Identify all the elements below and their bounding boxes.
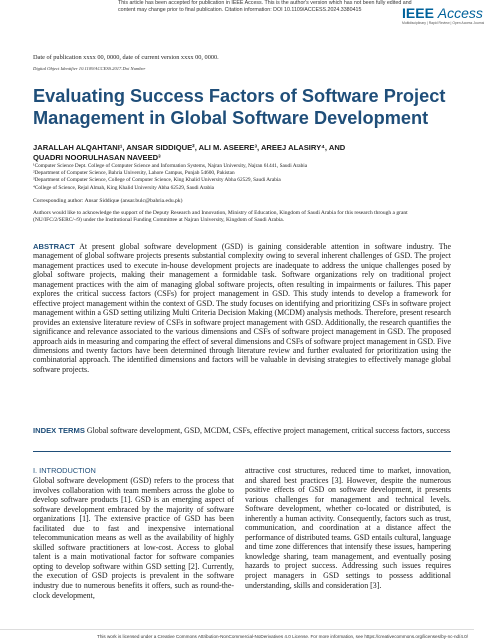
right-column (245, 466, 451, 590)
affiliation-3: ³Department of Computer Science, College of Computer Science, King Khalid University Abha 62529, Saudi Arabia (33, 177, 281, 184)
affiliation-1: ¹Computer Science Dept. College of Computer Science and Information Systems, Najran University, Najran 61441, Saudi Arabia (33, 163, 308, 169)
authors-line-1: JARALLAH ALQAHTANI¹, ANSAR SIDDIQUE², ALI M. ASEERE³, AREEJ ALASIRY⁴, AND (33, 143, 346, 152)
license-footer: This work is licensed under a Creative Commons Attribution-NonCommercial-NoDerivatives 4.0 License. For more information, see https://creativecommons.org/licenses/by-nc-nd/4.0/ (97, 634, 468, 639)
footer-divider (0, 629, 474, 630)
publication-date: Date of publication xxxx 00, 0000, date of current version xxxx 00, 0000. (33, 54, 219, 61)
logo-access-text: Access (437, 5, 483, 21)
notice-line-1: This article has been accepted for publication in IEEE Access. This is the author's version which has not been fully edited and (118, 0, 412, 6)
abstract-text: At present global software development (GSD) is gaining considerable attention in software industry. The management of global software projects presents substantial complexity owing to several inherent challenges of GSD. The project management practices used to execute in-house development projects are inadequate to address the unique challenges posed by global software projects, making their management a formidable task. Software organizations rely on traditional project management practices with the aim of managing global software projects, often resulting in impairments or failures. This paper explores the critical success factors (CSFs) for project management in GSD. This study intends to develop a framework for effective project management within the context of GSD. The study focuses on identifying and prioritizing CSFs in software project management within a GSD setting utilizing Multi Criteria Decision Making (MCDM) analysis methods. Therefore, present research provides an extensive literature review of CSFs in software project management with GSD. Additionally, the research quantifies the significance and relevance associated to the various dimensions and CSFs of software project management in GSD. The proposed approach aids in measuring and comparing the effect of several dimensions and CSFs of software project management in GSD. Five dimensions and twenty factors have been determined through literature review and further evaluated for prioritization using the combinatorial approach. The identified dimensions and factors will be valuable in devising strategies to effectively manage global software projects. (33, 242, 451, 374)
affiliation-2: ²Department of Computer Science, Bahria University, Lahore Campus, Punjab 54600, Pakistan (33, 170, 235, 177)
introduction-heading: I. INTRODUCTION (33, 466, 96, 475)
ieee-access-logo (402, 5, 484, 28)
index-terms (33, 426, 451, 435)
corresponding-author: Corresponding author: Ansar Siddique (ansar.bulc@bahria.edu.pk) (33, 198, 183, 204)
notice-line-2: content may change prior to final publication. Citation information: DOI 10.1109/ACCESS.2024.3380415 (118, 7, 362, 13)
doi-identifier: Digital Object Identifier 10.1109/ACCESS.2017.Doi Number (33, 66, 146, 71)
author-list (33, 143, 453, 162)
left-column (33, 466, 234, 600)
affiliation-4: ⁴College of Science, Rejal Almah, King Khalid University Abha 62529, Saudi Arabia (33, 184, 215, 191)
paper-title: Evaluating Success Factors of Software Project Management in Global Software Development (33, 86, 446, 128)
introduction-paragraph-left: Global software development (GSD) refers to the process that involves collaboration with team members across the globe to develop software products [1]. GSD is an emerging aspect of software development embraced by the majority of software organizations [1]. The extensive practice of GSD has been facilitated due to fast and inexpensive international telecommunication means as well as the availability of highly skilled software practitioners at low-cost. Access to global talent is a main motivational factor for software companies opting to develop software within GSD setting [2]. Currently, the execution of GSD projects is prevalent in the software industry due to numerous benefits it offers, such as round-the-clock development, (33, 476, 234, 600)
logo-tagline: Multidisciplinary | Rapid Review | Open Access Journal (402, 21, 484, 25)
affiliations (33, 163, 453, 192)
logo-ieee-text: IEEE (402, 5, 434, 21)
index-terms-label: INDEX TERMS (33, 426, 85, 435)
index-terms-text: Global software development, GSD, MCDM, CSFs, effective project management, critical success factors, success (86, 426, 451, 435)
introduction-paragraph-right: attractive cost structures, reduced time to market, innovation, and shared best practices [3]. However, despite the numerous positive effects of GSD on software development, it presents various challenges for management and technical levels. Software development, whether co-located or distributed, is inherently a human activity. Consequently, factors such as trust, communication, and coordination at a distance affect the performance of distributed teams. GSD entails cultural, language and time zone differences that intensify these issues, hampering knowledge sharing, team management, and eventually posing hazards to project success. Addressing such issues requires project managers in GSD settings to possess additional understanding, skills and consideration [3]. (245, 466, 451, 590)
section-divider (33, 451, 451, 452)
acknowledgment: Authors would like to acknowledge the support of the Deputy Research and Innovation, Ministry of Education, Kingdom of Saudi Arabia for this research through a grant (NU/IFC/2/SERC/-/9) under the Institutional Funding Committee at Najran University, Kingdom of Saudi Arabia. (33, 210, 408, 224)
abstract-label: ABSTRACT (33, 242, 75, 251)
authors-line-2: QUADRI NOORULHASAN NAVEED³ (33, 152, 161, 162)
abstract (33, 242, 451, 374)
